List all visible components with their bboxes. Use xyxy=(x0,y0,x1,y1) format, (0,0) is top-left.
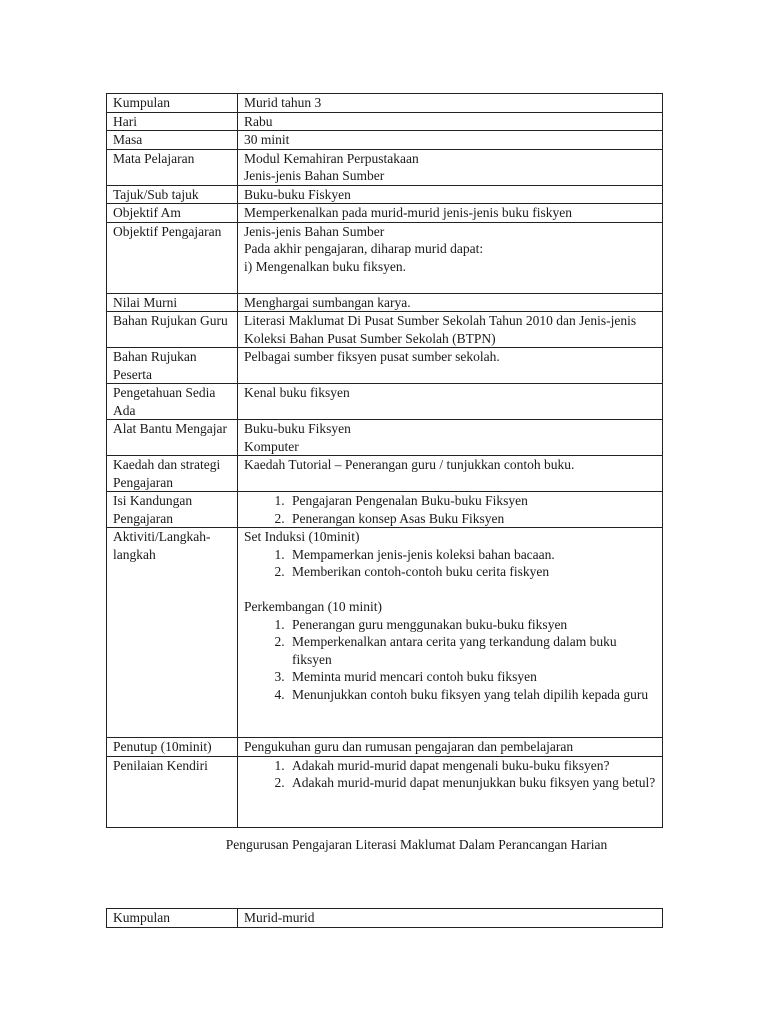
table-caption: Pengurusan Pengajaran Literasi Maklumat Dalam Perancangan Harian xyxy=(225,837,608,852)
row-value xyxy=(238,492,663,528)
value-line: Murid tahun 3 xyxy=(244,95,322,110)
value-line: Jenis-jenis Bahan Sumber xyxy=(244,168,385,183)
row-masa xyxy=(107,131,663,150)
row-mata-pelajaran xyxy=(107,149,663,185)
row-penutup xyxy=(107,738,663,757)
value-line: Pelbagai sumber fiksyen pusat sumber sekolah. xyxy=(244,349,500,364)
row-value xyxy=(238,204,663,223)
list-item: 2. Adakah murid-murid dapat menunjukkan buku fiksyen yang betul? xyxy=(288,774,657,792)
row-label: Objektif Pengajaran xyxy=(107,222,238,293)
row-value xyxy=(238,185,663,204)
list-item: 1. Adakah murid-murid dapat mengenali buku-buku fiksyen? xyxy=(288,757,657,775)
row-objektif-pengajaran xyxy=(107,222,663,293)
row-label: Tajuk/Sub tajuk xyxy=(107,185,238,204)
row-label: Nilai Murni xyxy=(107,293,238,312)
row-kaedah-dan-strategi-pengajaran xyxy=(107,456,663,492)
row-label: Alat Bantu Mengajar xyxy=(107,420,238,456)
row-label: Isi Kandungan Pengajaran xyxy=(107,492,238,528)
row-value: Pengukuhan guru dan rumusan pengajaran dan pembelajaran xyxy=(238,738,663,757)
row-label: Hari xyxy=(107,112,238,131)
row-label: Penilaian Kendiri xyxy=(107,756,238,827)
row-value xyxy=(238,149,663,185)
perkembangan-list xyxy=(244,616,657,704)
row-label: Penutup (10minit) xyxy=(107,738,238,757)
row-bahan-rujukan-guru xyxy=(107,312,663,348)
row-pengetahuan-sedia-ada xyxy=(107,384,663,420)
row-value xyxy=(238,420,663,456)
value-line: Kenal buku fiksyen xyxy=(244,385,350,400)
list-item: 3. Meminta murid mencari contoh buku fiksyen xyxy=(288,668,657,686)
value-line: Komputer xyxy=(244,438,299,454)
list-item: 1. Mempamerkan jenis-jenis koleksi bahan bacaan. xyxy=(288,546,657,564)
perkembangan-heading: Perkembangan (10 minit) xyxy=(244,599,382,614)
value-line: Rabu xyxy=(244,113,273,129)
row-value xyxy=(238,312,663,348)
value-line: Buku-buku Fiksyen xyxy=(244,421,351,436)
lesson-plan-table xyxy=(106,93,663,828)
row-kumpulan xyxy=(107,94,663,113)
row-value xyxy=(238,131,663,150)
list-item: 1. Pengajaran Pengenalan Buku-buku Fiksyen xyxy=(288,492,657,510)
value-line: Jenis-jenis Bahan Sumber xyxy=(244,223,385,239)
row-nilai-murni xyxy=(107,293,663,312)
row-penilaian xyxy=(107,756,663,827)
penilaian-list xyxy=(244,757,657,792)
row-label: Kaedah dan strategi Pengajaran xyxy=(107,456,238,492)
row-label: Pengetahuan Sedia Ada xyxy=(107,384,238,420)
list-item: 2. Memberikan contoh-contoh buku cerita fiskyen xyxy=(288,563,657,581)
row-value: Murid-murid xyxy=(238,909,663,928)
row-value xyxy=(238,348,663,384)
value-line: 30 minit xyxy=(244,132,290,147)
row-isi-kandungan xyxy=(107,492,663,528)
row-label: Aktiviti/Langkah-langkah xyxy=(107,528,238,738)
isi-list xyxy=(244,492,657,527)
row-label: Bahan Rujukan Peserta xyxy=(107,348,238,384)
list-item: 2. Penerangan konsep Asas Buku Fiksyen xyxy=(288,510,657,528)
value-line: Kaedah Tutorial – Penerangan guru / tunjukkan contoh buku. xyxy=(244,457,575,472)
lesson-plan-body xyxy=(107,94,663,828)
value-line: Modul Kemahiran Perpustakaan xyxy=(244,150,419,166)
value-line: Menghargai sumbangan karya. xyxy=(244,294,411,310)
value-line: i) Mengenalkan buku fiksyen. xyxy=(244,258,406,274)
row-label: Kumpulan xyxy=(107,94,238,113)
value-line: Memperkenalkan pada murid-murid jenis-jenis buku fiskyen xyxy=(244,205,573,220)
row-bahan-rujukan-peserta xyxy=(107,348,663,384)
spacer xyxy=(244,581,657,599)
row-kumpulan xyxy=(107,909,663,928)
row-value xyxy=(238,756,663,827)
set-induksi-list xyxy=(244,546,657,581)
row-value xyxy=(238,222,663,293)
list-item: 1. Penerangan guru menggunakan buku-buku fiksyen xyxy=(288,616,657,634)
row-value xyxy=(238,456,663,492)
row-value xyxy=(238,94,663,113)
set-induksi-heading: Set Induksi (10minit) xyxy=(244,529,360,544)
row-value xyxy=(238,384,663,420)
row-label: Mata Pelajaran xyxy=(107,149,238,185)
row-tajuk-sub-tajuk xyxy=(107,185,663,204)
row-aktiviti xyxy=(107,528,663,738)
row-value xyxy=(238,528,663,738)
row-label: Masa xyxy=(107,131,238,150)
row-value xyxy=(238,293,663,312)
row-alat-bantu-mengajar xyxy=(107,420,663,456)
list-item: 2. Memperkenalkan antara cerita yang terkandung dalam buku fiksyen xyxy=(288,633,657,668)
row-label: Objektif Am xyxy=(107,204,238,223)
row-label: Bahan Rujukan Guru xyxy=(107,312,238,348)
value-line: Literasi Maklumat Di Pusat Sumber Sekolah Tahun 2010 dan Jenis-jenis Koleksi Bahan Pusat Sumber Sekolah (BTPN) xyxy=(244,313,637,346)
row-objektif-am xyxy=(107,204,663,223)
second-lesson-table xyxy=(106,908,663,928)
row-label: Kumpulan xyxy=(107,909,238,928)
row-value xyxy=(238,112,663,131)
value-line: Buku-buku Fiskyen xyxy=(244,186,351,202)
list-item: 4. Menunjukkan contoh buku fiksyen yang telah dipilih kepada guru xyxy=(288,686,657,704)
row-hari xyxy=(107,112,663,131)
value-line: Pada akhir pengajaran, diharap murid dapat: xyxy=(244,241,484,256)
